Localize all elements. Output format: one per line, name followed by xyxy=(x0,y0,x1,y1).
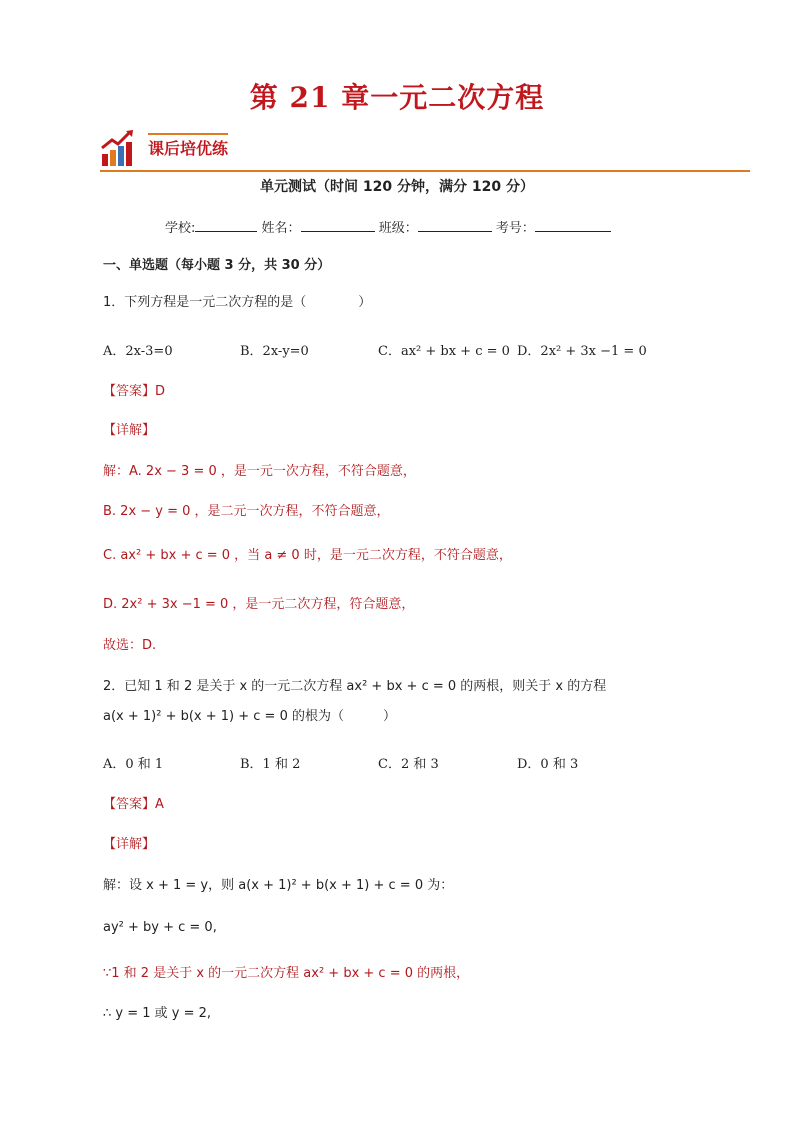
q2-option-b: B．1 和 2 xyxy=(240,757,301,772)
q2-option-a: A．0 和 1 xyxy=(103,757,164,772)
header-rule xyxy=(100,170,750,172)
q2-detail-line-4: ∴ y = 1 或 y = 2, xyxy=(103,1006,212,1021)
q2-detail-line-3: ∵1 和 2 是关于 x 的一元二次方程 ax² + bx + c = 0 的两根， xyxy=(103,966,470,981)
question-1-stem: 1．下列方程是一元二次方程的是（ ） xyxy=(103,295,372,310)
exam-no-label: 考号： xyxy=(495,221,535,236)
q2-answer: 【答案】A xyxy=(103,797,164,812)
student-info-line xyxy=(165,217,611,236)
q2-detail-label: 【详解】 xyxy=(103,837,156,852)
question-2-stem-line-1: 2．已知 1 和 2 是关于 x 的一元二次方程 ax² + bx + c = 0 的两根，则关于 x 的方程 xyxy=(103,679,607,694)
exam-subtitle: 单元测试（时间 120 分钟，满分 120 分） xyxy=(260,179,534,195)
q1-detail-line-4: D. 2x² + 3x −1 = 0 ，是一元二次方程，符合题意， xyxy=(103,597,415,612)
q2-option-c: C．2 和 3 xyxy=(378,757,439,772)
exam-no-blank[interactable] xyxy=(535,218,611,232)
q1-detail-line-2: B. 2x − y = 0 ，是二元一次方程，不符合题意， xyxy=(103,504,390,519)
q1-detail-label: 【详解】 xyxy=(103,423,156,438)
school-blank[interactable] xyxy=(195,218,257,232)
q1-option-d: D．2x² + 3x −1 = 0 xyxy=(517,344,647,359)
q1-answer: 【答案】D xyxy=(103,384,166,399)
section-banner: 课后培优练 xyxy=(148,139,229,158)
q1-option-c: C．ax² + bx + c = 0 xyxy=(378,344,510,359)
page-title: 第 21 章一元二次方程 xyxy=(249,81,545,114)
name-label: 姓名： xyxy=(261,221,301,236)
question-2-stem-line-2: a(x + 1)² + b(x + 1) + c = 0 的根为（ ） xyxy=(103,709,396,724)
chart-growth-icon xyxy=(100,128,136,168)
q1-detail-line-5: 故选：D. xyxy=(103,638,157,653)
class-label: 班级： xyxy=(378,221,418,236)
q2-detail-line-2: ay² + by + c = 0, xyxy=(103,920,217,935)
banner-underline xyxy=(148,133,228,135)
q1-option-a: A．2x-3=0 xyxy=(103,344,173,359)
q1-detail-line-1: 解：A. 2x − 3 = 0 ，是一元一次方程，不符合题意， xyxy=(103,464,416,479)
name-blank[interactable] xyxy=(301,218,375,232)
q2-option-d: D．0 和 3 xyxy=(517,757,579,772)
class-blank[interactable] xyxy=(418,218,492,232)
q1-detail-line-3: C. ax² + bx + c = 0 ，当 a ≠ 0 时，是一元二次方程，不符合题意， xyxy=(103,548,512,563)
school-label: 学校: xyxy=(165,221,196,236)
q1-option-b: B．2x-y=0 xyxy=(240,344,309,359)
q2-detail-line-1: 解：设 x + 1 = y，则 a(x + 1)² + b(x + 1) + c = 0 为： xyxy=(103,878,454,893)
section-heading: 一、单选题（每小题 3 分，共 30 分） xyxy=(103,258,331,273)
